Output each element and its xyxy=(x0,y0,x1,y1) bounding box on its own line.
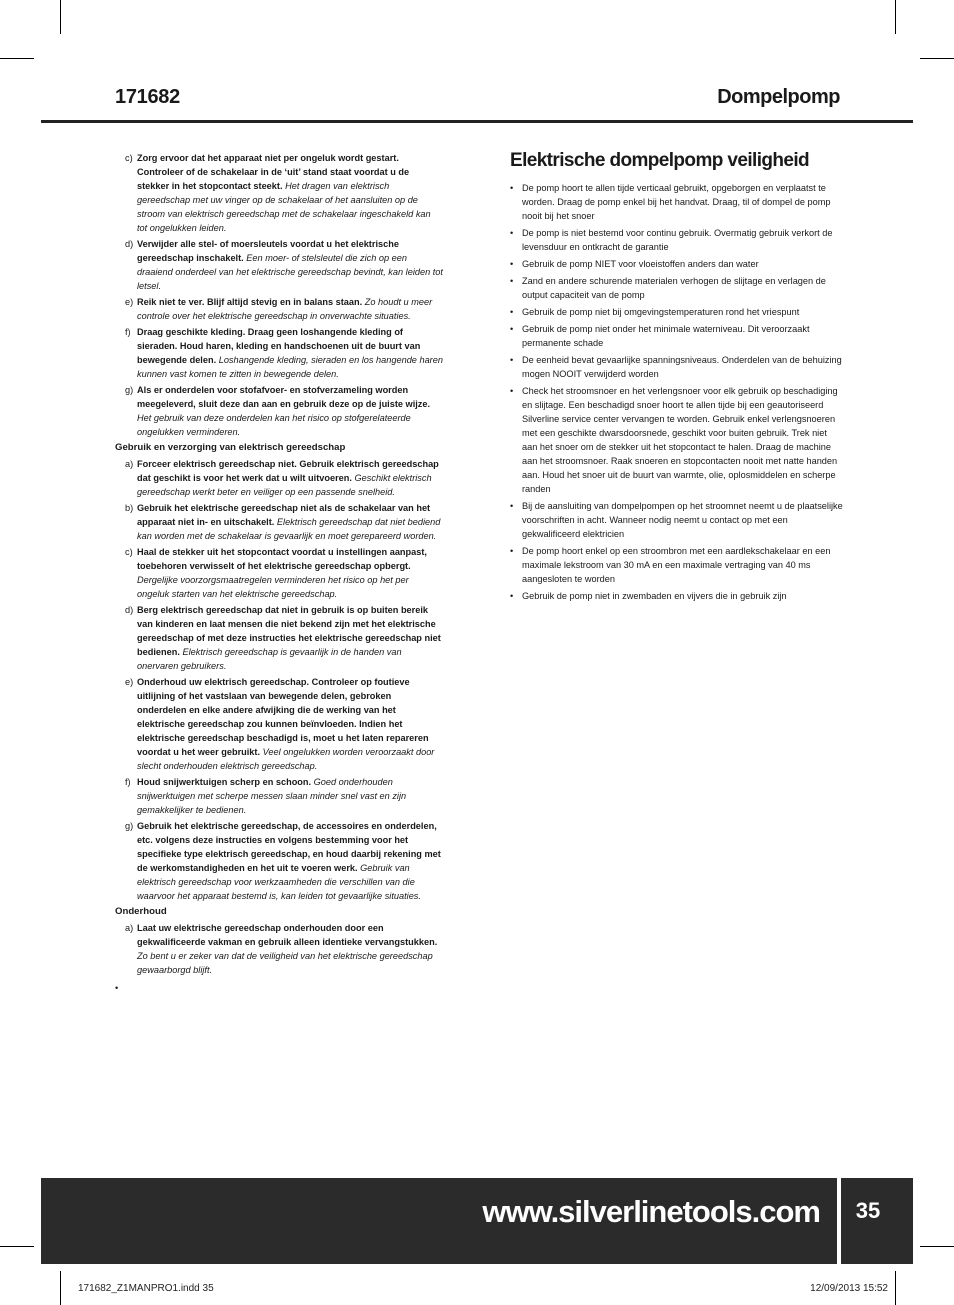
item-instruction: Reik niet te ver. Blijf altijd stevig en in balans staan. xyxy=(137,297,363,307)
list-item xyxy=(115,325,443,381)
list-item: • De pomp hoort te allen tijde verticaal gebruikt, opgeborgen en verplaatst te worden. Draag de pomp enkel bij het handvat. Draag, til of dompel de pomp nooit bij het snoer xyxy=(510,181,843,223)
right-column xyxy=(510,149,843,606)
item-instruction: Draag geschikte kleding. Draag geen loshangende kleding of sieraden. Houd haren, kleding en handschoenen uit de buurt van bewegende delen. xyxy=(137,327,421,365)
item-instruction: Haal de stekker uit het stopcontact voordat u instellingen aanpast, toebehoren verwisselt of het elektrische gereedschap opbergt. xyxy=(137,547,427,571)
item-explanation: Zo bent u er zeker van dat de veiligheid van het elektrische gereedschap gewaarborgd blijft. xyxy=(137,951,433,975)
list-item xyxy=(115,383,443,439)
item-instruction: Als er onderdelen voor stofafvoer- en stofverzameling worden meegeleverd, sluit deze dan aan en gebruik deze op de juiste wijze. xyxy=(137,385,431,409)
item-label: g) xyxy=(125,385,134,395)
item-label: f) xyxy=(125,327,131,337)
left-column xyxy=(115,151,443,995)
item-label: b) xyxy=(125,503,134,513)
safety-list-maintenance xyxy=(115,921,443,977)
footer-bar xyxy=(41,1178,913,1264)
item-explanation: Zo houdt u meer controle over het elektrische gereedschap in onverwachte situaties. xyxy=(137,297,433,321)
item-label: c) xyxy=(125,153,133,163)
safety-list-personal xyxy=(115,151,443,439)
item-explanation: Het dragen van elektrisch gereedschap met uw vinger op de schakelaar of het aansluiten op de stroom van elektrisch gereedschap met de schakelaar ingeschakeld kan tot ongelukken leiden. xyxy=(137,181,431,233)
item-explanation: Goed onderhouden snijwerktuigen met scherpe messen slaan minder snel vast en zijn gemakkelijker te bedienen. xyxy=(137,777,407,815)
item-instruction: Forceer elektrisch gereedschap niet. Gebruik elektrisch gereedschap dat geschikt is voor het werk dat u wilt uitvoeren. xyxy=(137,459,439,483)
list-item xyxy=(115,921,443,977)
list-item: • Gebruik de pomp NIET voor vloeistoffen anders dan water xyxy=(510,257,843,271)
slug-file: 171682_Z1MANPRO1.indd 35 xyxy=(78,1283,214,1294)
item-instruction: Onderhoud uw elektrisch gereedschap. Controleer op foutieve uitlijning of het vastslaan van bewegende delen, gebroken onderdelen en elke andere afwijking die de werking van het elektrische gereedschap zou kunnen beïnvloeden. Indien het elektrische gereedschap beschadigd is, moet u het laten repareren voordat u het weer gebruikt. xyxy=(137,677,429,757)
item-explanation: Veel ongelukken worden veroorzaakt door slecht onderhouden elektrisch gereedschap. xyxy=(137,747,435,771)
crop-mark xyxy=(920,58,954,59)
item-instruction: Gebruik het elektrische gereedschap, de accessoires en onderdelen, etc. volgens deze instructies en volgens bestemming voor het specifieke type elektrisch gereedschap, en houd daarbij rekening met de werkomstandigheden en het uit te voeren werk. xyxy=(137,821,441,873)
crop-mark xyxy=(60,0,61,34)
list-item xyxy=(115,675,443,773)
subheading-usage: Gebruik en verzorging van elektrisch gereedschap xyxy=(115,442,346,453)
item-explanation: Geschikt elektrisch gereedschap werkt beter en veiliger op een passende snelheid. xyxy=(137,473,432,497)
page-title: Dompelpomp xyxy=(717,86,840,108)
subheading-maintenance: Onderhoud xyxy=(115,906,167,917)
item-instruction: Laat uw elektrische gereedschap onderhouden door een gekwalificeerde vakman en gebruik alleen identieke vervangstukken. xyxy=(137,923,438,947)
crop-mark xyxy=(0,1246,34,1247)
list-item xyxy=(115,603,443,673)
item-label: d) xyxy=(125,605,134,615)
item-explanation: Het gebruik van deze onderdelen kan het risico op stofgerelateerde ongelukken verminderen. xyxy=(137,413,411,437)
safety-list-usage xyxy=(115,457,443,903)
slug-datetime: 12/09/2013 15:52 xyxy=(810,1283,888,1294)
item-label: c) xyxy=(125,547,133,557)
item-explanation: Loshangende kleding, sieraden en los hangende haren kunnen vast komen te zitten in bewegende delen. xyxy=(137,355,443,379)
list-item xyxy=(115,819,443,903)
item-label: f) xyxy=(125,777,131,787)
item-label: a) xyxy=(125,459,134,469)
product-code: 171682 xyxy=(115,86,180,108)
item-label: a) xyxy=(125,923,134,933)
item-instruction: Gebruik het elektrische gereedschap niet als de schakelaar van het apparaat niet in- en uitschakelt. xyxy=(137,503,431,527)
list-item xyxy=(115,151,443,235)
crop-mark xyxy=(895,1271,896,1305)
list-item: • De pomp is niet bestemd voor continu gebruik. Overmatig gebruik verkort de levensduur en ontkracht de garantie xyxy=(510,226,843,254)
header-rule xyxy=(41,120,913,123)
item-label: e) xyxy=(125,297,134,307)
list-item xyxy=(115,457,443,499)
item-explanation: Gebruik van elektrisch gereedschap voor werkzaamheden die verschillen van die waarvoor het apparaat bestemd is, kan leiden tot gevaarlijke situaties. xyxy=(137,863,421,901)
crop-mark xyxy=(0,58,34,59)
item-instruction: Houd snijwerktuigen scherp en schoon. xyxy=(137,777,312,787)
list-item: • Gebruik de pomp niet bij omgevingstemperaturen rond het vriespunt xyxy=(510,305,843,319)
list-item xyxy=(115,501,443,543)
website-link[interactable]: www.silverlinetools.com xyxy=(482,1194,820,1229)
list-item xyxy=(115,237,443,293)
trailing-bullet: • xyxy=(115,983,119,993)
item-instruction: Zorg ervoor dat het apparaat niet per ongeluk wordt gestart. Controleer of de schakelaar in de ‘uit’ stand staat voordat u de stekker in het stopcontact steekt. xyxy=(137,153,410,191)
list-item: • De eenheid bevat gevaarlijke spanningsniveaus. Onderdelen van de behuizing mogen NOOIT verwijderd worden xyxy=(510,353,843,381)
crop-mark xyxy=(895,0,896,34)
page-header xyxy=(115,86,840,116)
item-explanation: Elektrisch gereedschap dat niet bediend kan worden met de schakelaar is gevaarlijk en moet gerepareerd worden. xyxy=(137,517,441,541)
item-label: d) xyxy=(125,239,134,249)
list-item xyxy=(115,775,443,817)
item-explanation: Dergelijke voorzorgsmaatregelen verminderen het risico op het per ongeluk starten van het elektrische gereedschap. xyxy=(137,575,409,599)
list-item: • Zand en andere schurende materialen verhogen de slijtage en verlagen de output capaciteit van de pomp xyxy=(510,274,843,302)
page-number: 35 xyxy=(855,1198,881,1223)
list-item: • De pomp hoort enkel op een stroombron met een aardlekschakelaar en een maximale lekstroom van 30 mA en een maximale vertraging van 40 ms aangesloten te worden xyxy=(510,544,843,586)
item-explanation: Een moer- of stelsleutel die zich op een draaiend onderdeel van het elektrische gereedschap bevindt, kan leiden tot letsel. xyxy=(137,253,443,291)
crop-mark xyxy=(920,1246,954,1247)
list-item: • Check het stroomsnoer en het verlengsnoer voor elk gebruik op beschadiging en slijtage. Een beschadigd snoer hoort te allen tijde bij een geautoriseerd Silverline service center vervangen te worden. Gebruik enkel verlengsnoeren met een geschikte dwarsdoorsnede, geschikt voor buiten gebruik. Trek niet aan het snoer om de stekker uit het stopcontact te halen. Draag de machine aan het stroomsnoer. Raak snoeren en stopcontacten nooit met natte handen aan. Houd het snoer uit de buurt van warmte, olie, oplosmiddelen en scherpe randen xyxy=(510,384,843,496)
list-item xyxy=(115,545,443,601)
list-item: • Gebruik de pomp niet in zwembaden en vijvers die in gebruik zijn xyxy=(510,589,843,603)
crop-mark xyxy=(60,1271,61,1305)
list-item: • Bij de aansluiting van dompelpompen op het stroomnet neemt u de plaatselijke voorschriften in acht. Wanneer nodig neemt u contact op met een gekwalificeerd elektricien xyxy=(510,499,843,541)
item-instruction: Berg elektrisch gereedschap dat niet in gebruik is op buiten bereik van kinderen en laat mensen die niet bekend zijn met het elektrische gereedschap of met deze instructies het elektrische gereedschap niet bedienen. xyxy=(137,605,441,657)
section-heading: Elektrische dompelpomp veiligheid xyxy=(510,150,810,171)
list-item xyxy=(115,295,443,323)
item-explanation: Elektrisch gereedschap is gevaarlijk in de handen van onervaren gebruikers. xyxy=(137,647,402,671)
item-label: g) xyxy=(125,821,134,831)
item-instruction: Verwijder alle stel- of moersleutels voordat u het elektrische gereedschap inschakelt. xyxy=(137,239,399,263)
list-item: • Gebruik de pomp niet onder het minimale waterniveau. Dit veroorzaakt permanente schade xyxy=(510,322,843,350)
item-label: e) xyxy=(125,677,134,687)
pump-safety-list xyxy=(510,181,843,603)
